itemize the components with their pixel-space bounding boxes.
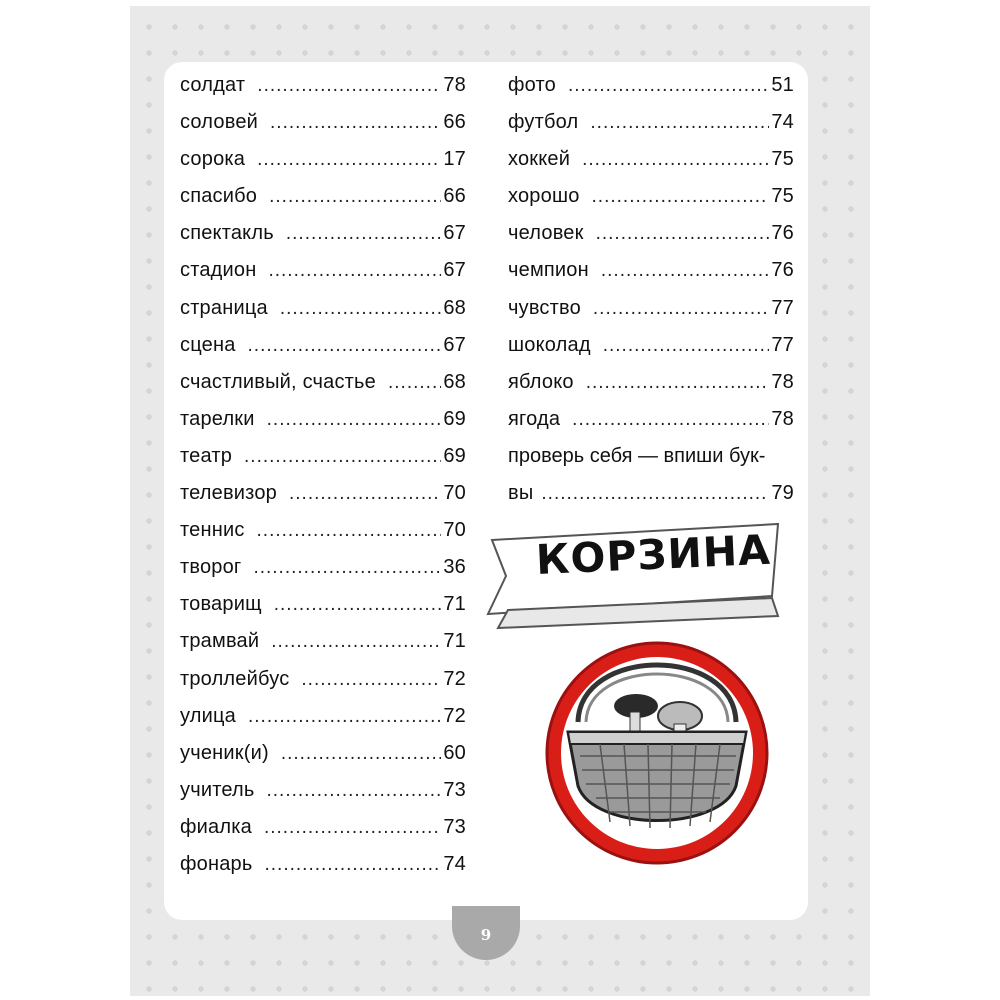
dot-leader bbox=[265, 854, 442, 876]
index-page-number: 77 bbox=[771, 296, 794, 319]
index-entry bbox=[180, 334, 466, 371]
index-page-number: 77 bbox=[771, 333, 794, 356]
index-word: проверь себя — впиши бук- bbox=[508, 444, 766, 467]
index-word: соловей bbox=[180, 111, 259, 134]
index-page-number: 75 bbox=[771, 185, 794, 208]
index-word: сорока bbox=[180, 148, 246, 171]
index-entry bbox=[180, 816, 466, 853]
index-page-number: 67 bbox=[443, 259, 466, 282]
index-entry bbox=[508, 334, 794, 371]
index-entry bbox=[180, 779, 466, 816]
index-word: солдат bbox=[180, 74, 246, 96]
index-entry bbox=[180, 853, 466, 890]
index-entry bbox=[180, 408, 466, 445]
index-entry-wrapped-line1 bbox=[508, 445, 794, 482]
dot-leader bbox=[281, 743, 442, 765]
dot-leader bbox=[590, 112, 769, 134]
index-word: трамвай bbox=[180, 630, 260, 653]
dot-leader bbox=[270, 112, 441, 134]
dot-leader bbox=[268, 260, 441, 282]
index-page-number: 76 bbox=[771, 222, 794, 245]
index-list-right bbox=[508, 74, 794, 445]
index-page-number: 68 bbox=[443, 370, 466, 393]
index-word: улица bbox=[180, 704, 236, 727]
dot-leader bbox=[257, 75, 441, 97]
index-entry bbox=[508, 185, 794, 222]
dot-leader bbox=[572, 409, 769, 431]
dot-leader bbox=[269, 186, 441, 208]
index-word: чемпион bbox=[508, 259, 589, 282]
index-entry bbox=[180, 148, 466, 185]
dot-leader bbox=[266, 780, 441, 802]
index-page-number: 60 bbox=[443, 741, 466, 764]
dot-leader bbox=[267, 409, 442, 431]
index-entry bbox=[508, 297, 794, 334]
dot-leader bbox=[264, 817, 441, 839]
index-word: страница bbox=[180, 296, 268, 319]
index-word: сцена bbox=[180, 333, 236, 356]
dot-leader bbox=[601, 260, 769, 282]
index-page-number: 78 bbox=[771, 370, 794, 393]
index-entry bbox=[180, 742, 466, 779]
index-entry bbox=[180, 705, 466, 742]
index-word: чувство bbox=[508, 296, 581, 319]
index-word: вы bbox=[508, 482, 534, 505]
index-entry bbox=[180, 482, 466, 519]
index-word: тарелки bbox=[180, 407, 255, 430]
index-word: футбол bbox=[508, 111, 579, 134]
index-entry-wrapped-line2 bbox=[508, 482, 794, 519]
index-entry bbox=[180, 630, 466, 667]
index-page-number: 73 bbox=[443, 778, 466, 801]
index-word: хоккей bbox=[508, 148, 571, 171]
index-page-number: 78 bbox=[771, 407, 794, 430]
banner-title: КОРЗИНА bbox=[535, 525, 772, 584]
index-word: спектакль bbox=[180, 222, 274, 245]
index-entry bbox=[180, 593, 466, 630]
index-word: человек bbox=[508, 222, 584, 245]
index-page-number: 36 bbox=[443, 556, 466, 579]
index-word: учитель bbox=[180, 778, 255, 801]
index-entry bbox=[180, 259, 466, 296]
index-entry bbox=[180, 519, 466, 556]
dot-leader bbox=[253, 557, 441, 579]
index-entry bbox=[508, 408, 794, 445]
dot-leader bbox=[586, 372, 770, 394]
dot-leader bbox=[244, 446, 441, 468]
index-entry bbox=[508, 111, 794, 148]
index-word: товарищ bbox=[180, 593, 262, 616]
index-page-number: 79 bbox=[771, 482, 794, 505]
dot-leader bbox=[603, 335, 770, 357]
index-page-number: 69 bbox=[443, 444, 466, 467]
index-page-number: 51 bbox=[771, 74, 794, 96]
index-entry bbox=[508, 371, 794, 408]
dot-leader bbox=[257, 520, 442, 542]
index-entry bbox=[180, 222, 466, 259]
dot-leader bbox=[280, 298, 442, 320]
dot-leader bbox=[541, 483, 769, 505]
index-entry bbox=[508, 74, 794, 111]
index-page-number: 71 bbox=[443, 593, 466, 616]
index-page-number: 68 bbox=[443, 296, 466, 319]
index-page-number: 74 bbox=[771, 111, 794, 134]
index-entry bbox=[180, 445, 466, 482]
index-page-number: 71 bbox=[443, 630, 466, 653]
index-page-number: 67 bbox=[443, 222, 466, 245]
index-entry bbox=[508, 259, 794, 296]
index-page-number: 70 bbox=[443, 482, 466, 505]
dot-leader bbox=[596, 223, 770, 245]
index-word: фонарь bbox=[180, 852, 253, 875]
page-number: 9 bbox=[480, 926, 492, 944]
index-entry bbox=[180, 111, 466, 148]
index-word: троллейбус bbox=[180, 667, 290, 690]
dot-leader bbox=[271, 631, 441, 653]
index-page-number: 70 bbox=[443, 519, 466, 542]
index-page-number: 66 bbox=[443, 185, 466, 208]
index-page-number: 17 bbox=[443, 148, 466, 171]
index-page-number: 67 bbox=[443, 333, 466, 356]
index-column-right bbox=[508, 74, 794, 519]
index-word: театр bbox=[180, 444, 233, 467]
dot-leader bbox=[248, 706, 441, 728]
index-word: теннис bbox=[180, 519, 245, 542]
index-page-number: 66 bbox=[443, 111, 466, 134]
dot-leader bbox=[592, 186, 770, 208]
dot-leader bbox=[286, 223, 441, 245]
index-word: фото bbox=[508, 74, 556, 96]
index-page-number: 74 bbox=[443, 852, 466, 875]
index-page-number: 72 bbox=[443, 667, 466, 690]
index-word: стадион bbox=[180, 259, 257, 282]
index-page-number: 78 bbox=[443, 74, 466, 96]
index-word: ягода bbox=[508, 407, 561, 430]
index-word: яблоко bbox=[508, 370, 574, 393]
index-word: телевизор bbox=[180, 482, 277, 505]
index-entry bbox=[180, 74, 466, 111]
index-page-number: 76 bbox=[771, 259, 794, 282]
index-entry bbox=[508, 148, 794, 185]
index-entry bbox=[180, 185, 466, 222]
dot-leader bbox=[593, 298, 769, 320]
mushroom-basket-icon bbox=[540, 636, 774, 870]
index-word: творог bbox=[180, 556, 242, 579]
index-entry bbox=[180, 371, 466, 408]
index-page-number: 75 bbox=[771, 148, 794, 171]
dot-leader bbox=[301, 669, 441, 691]
index-column-left bbox=[180, 74, 466, 890]
index-page-number: 69 bbox=[443, 407, 466, 430]
dot-leader bbox=[582, 149, 769, 171]
index-entry bbox=[180, 556, 466, 593]
index-entry bbox=[508, 222, 794, 259]
dot-leader bbox=[257, 149, 441, 171]
dot-leader bbox=[568, 75, 769, 97]
index-word: фиалка bbox=[180, 815, 252, 838]
index-word: ученик(и) bbox=[180, 741, 269, 764]
index-word: спасибо bbox=[180, 185, 258, 208]
index-entry bbox=[180, 297, 466, 334]
index-page-number: 72 bbox=[443, 704, 466, 727]
dot-leader bbox=[274, 594, 442, 616]
index-entry bbox=[180, 668, 466, 705]
dot-leader bbox=[289, 483, 441, 505]
index-word: счастливый, счастье bbox=[180, 370, 376, 393]
index-word: хорошо bbox=[508, 185, 580, 208]
index-word: шоколад bbox=[508, 333, 591, 356]
index-page-number: 73 bbox=[443, 815, 466, 838]
dot-leader bbox=[388, 372, 441, 394]
dot-leader bbox=[248, 335, 442, 357]
